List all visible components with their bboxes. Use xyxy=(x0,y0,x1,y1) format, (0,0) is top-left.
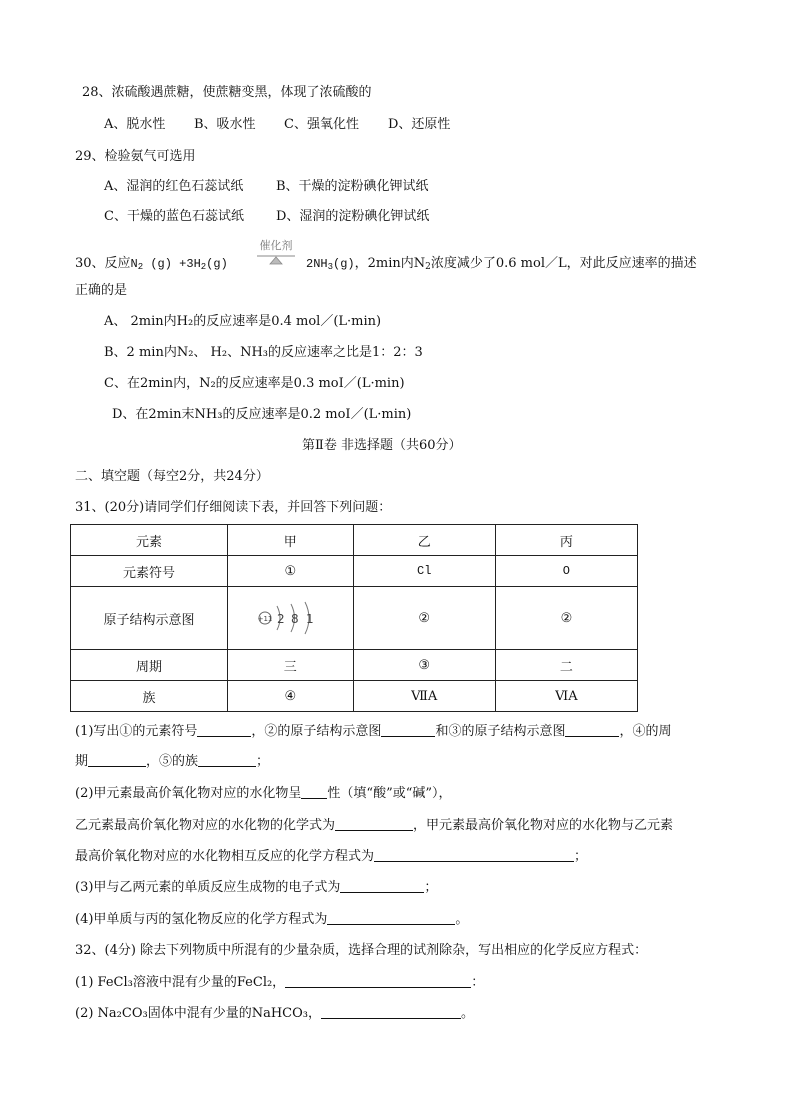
q31-p2-text: ，甲元素最高价氧化物对应的水化物与乙元素 xyxy=(413,818,674,833)
svg-text:+11: +11 xyxy=(257,615,273,623)
answer-blank[interactable] xyxy=(335,816,413,831)
answer-blank[interactable] xyxy=(565,722,619,737)
table-cell: Cl xyxy=(353,556,495,587)
q29-option-a: A、湿润的红色石蕊试纸 xyxy=(104,179,244,194)
q31-p2-text: 性（填“酸”或“碱”）， xyxy=(327,786,452,801)
part-two-heading: 二、填空题（每空2分，共24分） xyxy=(75,469,269,484)
answer-blank[interactable] xyxy=(198,752,256,767)
svg-text:2: 2 xyxy=(277,612,285,626)
q31-p1-text: ，⑤的族 xyxy=(146,754,199,769)
q31-p1-text: 期 xyxy=(75,754,89,769)
table-cell: ① xyxy=(228,556,354,587)
q28-stem: 28、浓硫酸遇蔗糖，使蔗糖变黑，体现了浓硫酸的 xyxy=(82,85,372,100)
q30-reaction-right: $2NH_3(g)$，2min内$N_2$浓度减少了0.6 mol／L，对此反应速率的描述 xyxy=(306,256,697,272)
q28-option-b: B、吸水性 xyxy=(194,117,256,132)
answer-blank[interactable] xyxy=(285,973,471,988)
q31-p2-text: 乙元素最高价氧化物对应的水化物的化学式为 xyxy=(75,818,336,833)
table-cell: ⅥA xyxy=(495,681,637,712)
svg-text:1: 1 xyxy=(306,612,314,626)
q31-part1-line2 xyxy=(75,752,269,771)
q29-option-d: D、湿润的淀粉碘化钾试纸 xyxy=(276,209,430,224)
q30-option-d: D、在2min末NH₃的反应速率是0.2 moI／(L·min) xyxy=(112,407,412,422)
q31-p3-text: (3)甲与乙两元素的单质反应生成物的电子式为 xyxy=(75,880,341,895)
catalyst-arrow xyxy=(255,240,297,268)
q31-p4-text: (4)甲单质与丙的氢化物反应的化学方程式为 xyxy=(75,912,328,927)
element-table xyxy=(70,524,638,712)
answer-blank[interactable] xyxy=(88,752,146,767)
q31-p1-text: ，④的周 xyxy=(619,724,672,739)
q30-tail: 浓度减少了0.6 mol／L，对此反应速率的描述 xyxy=(430,256,697,271)
q30-reactants: $N_2$ $(g) +3H_2(g)$ xyxy=(130,257,228,272)
q32-p1-text: (1) FeCl₃溶液中混有少量的FeCl₂， xyxy=(75,975,286,990)
table-cell: 三 xyxy=(228,650,354,681)
table-cell: 族 xyxy=(71,681,228,712)
svg-text:8: 8 xyxy=(291,612,299,626)
table-cell: O xyxy=(495,556,637,587)
q31-p2-text: 最高价氧化物对应的水化物相互反应的化学方程式为 xyxy=(75,849,375,864)
q31-p1-text: (1)写出①的元素符号 xyxy=(75,724,198,739)
q31-p1-text: ； xyxy=(256,754,270,769)
answer-blank[interactable] xyxy=(381,722,435,737)
q32-p1-text: ： xyxy=(471,975,485,990)
table-cell: 元素符号 xyxy=(71,556,228,587)
q31-part2-line1 xyxy=(75,784,452,803)
q28-option-d: D、还原性 xyxy=(388,117,451,132)
q31-part2-line3 xyxy=(75,847,587,866)
q31-stem: 31、(20分)请同学们仔细阅读下表，并回答下列问题： xyxy=(75,500,392,515)
q30-suffix: ，2min内N xyxy=(354,256,426,271)
q31-p4-text: 。 xyxy=(455,912,469,927)
table-header: 丙 xyxy=(495,525,637,556)
table-cell: ④ xyxy=(228,681,354,712)
q30-reaction-left xyxy=(75,255,228,276)
table-cell: 原子结构示意图 xyxy=(71,587,228,650)
q28-option-c: C、强氧化性 xyxy=(284,117,359,132)
q30-prefix: 30、反应 xyxy=(75,256,131,271)
answer-blank[interactable] xyxy=(301,784,327,799)
section-title: 第Ⅱ卷 非选择题（共60分） xyxy=(302,438,462,453)
q30-option-b: B、2 min内N₂、 H₂、NH₃的反应速率之比是1：2：3 xyxy=(104,345,423,360)
q31-part1-line1 xyxy=(75,722,671,741)
q31-p2-text: ； xyxy=(574,849,588,864)
answer-blank[interactable] xyxy=(321,1004,461,1019)
q31-p2-text: (2)甲元素最高价氧化物对应的水化物呈 xyxy=(75,786,302,801)
q31-part4 xyxy=(75,910,468,929)
table-cell: ⅦA xyxy=(353,681,495,712)
q32-stem: 32、(4分) 除去下列物质中所混有的少量杂质，选择合理的试剂除杂，写出相应的化学反应方程式： xyxy=(75,943,648,958)
answer-blank[interactable] xyxy=(340,878,424,893)
q31-p1-text: 和③的原子结构示意图 xyxy=(435,724,566,739)
q30-line2: 正确的是 xyxy=(75,283,128,298)
catalyst-label: 催化剂 xyxy=(259,239,293,252)
q32-part2 xyxy=(75,1004,474,1023)
q32-p2-text: 。 xyxy=(460,1006,474,1021)
answer-blank[interactable] xyxy=(327,910,455,925)
answer-blank[interactable] xyxy=(197,722,251,737)
answer-blank[interactable] xyxy=(374,847,574,862)
table-cell: ② xyxy=(495,587,637,650)
table-cell: ② xyxy=(353,587,495,650)
table-header: 乙 xyxy=(353,525,495,556)
table-cell: 周期 xyxy=(71,650,228,681)
q29-option-c: C、干燥的蓝色石蕊试纸 xyxy=(104,209,244,224)
atom-structure-diagram xyxy=(255,596,325,640)
q32-p2-text: (2) Na₂CO₃固体中混有少量的NaHCO₃， xyxy=(75,1006,321,1021)
table-cell: ③ xyxy=(353,650,495,681)
atom-diagram-cell xyxy=(228,587,354,650)
table-header: 甲 xyxy=(228,525,354,556)
equilibrium-arrow-icon xyxy=(255,252,297,266)
q29-option-b: B、干燥的淀粉碘化钾试纸 xyxy=(276,179,429,194)
table-header: 元素 xyxy=(71,525,228,556)
q30-option-c: C、在2min内，N₂的反应速率是0.3 moI／(L·min) xyxy=(104,376,405,391)
q31-p1-text: ，②的原子结构示意图 xyxy=(251,724,382,739)
q28-option-a: A、脱水性 xyxy=(104,117,166,132)
table-cell: 二 xyxy=(495,650,637,681)
q31-p3-text: ； xyxy=(424,880,438,895)
q31-part2-line2 xyxy=(75,816,673,835)
q30-option-a: A、 2min内H₂的反应速率是0.4 mol／(L·min) xyxy=(104,314,382,329)
q30-product: $2NH_3(g)$ xyxy=(306,257,355,272)
q31-part3 xyxy=(75,878,437,897)
q32-part1 xyxy=(75,973,484,992)
q29-stem: 29、检验氨气可选用 xyxy=(75,149,196,164)
